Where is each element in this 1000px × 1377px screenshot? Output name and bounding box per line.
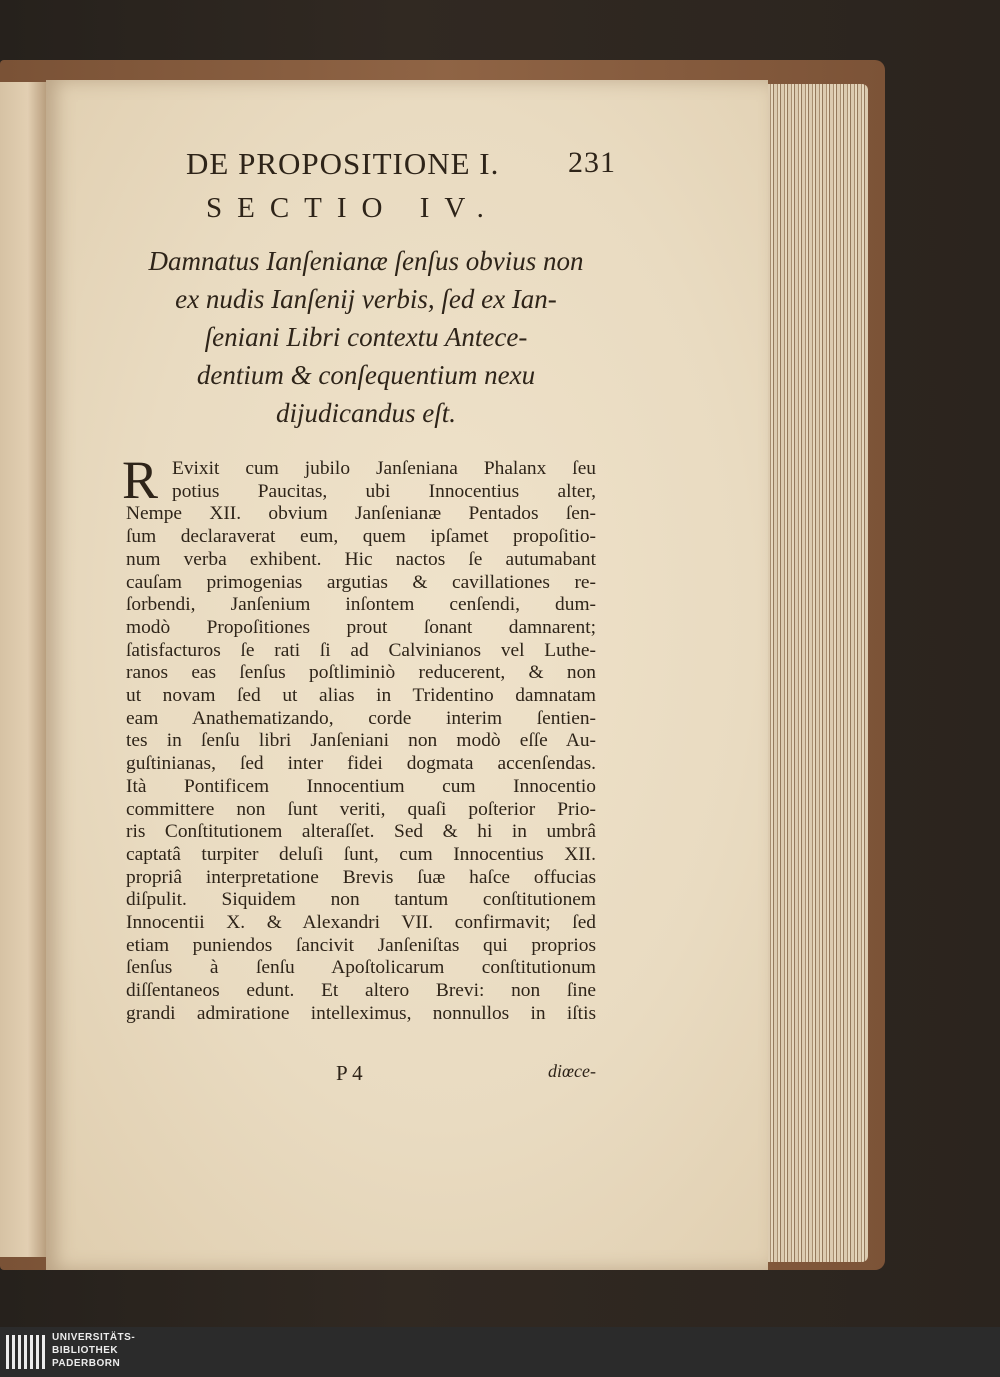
body-line: eam Anathematizando, corde interim ſentien- [126, 707, 596, 729]
page-number: 231 [568, 146, 616, 179]
library-footer [0, 1327, 1000, 1377]
body-line: Innocentii X. & Alexandri VII. confirmavit; ſed [126, 912, 596, 934]
body-line: ut novam ſed ut alias in Tridentino damnatam [126, 685, 596, 707]
page-block-edges [760, 84, 868, 1262]
body-line: captatâ turpiter deluſi ſunt, cum Innocentius XII. [126, 843, 596, 865]
body-line: Evixit cum jubilo Janſeniana Phalanx ſeu [172, 458, 596, 479]
body-line: potius Paucitas, ubi Innocentius alter, [172, 480, 596, 502]
body-line: etiam puniendos ſancivit Janſeniſtas qui proprios [126, 934, 596, 956]
body-line: ſorbendi, Janſenium inſontem cenſendi, dum- [126, 594, 596, 616]
body-line: ſum declaraverat eum, quem ipſamet propoſitio- [126, 526, 596, 548]
running-head [186, 146, 616, 182]
facing-page-edge [0, 82, 46, 1257]
body-line: guſtinianas, ſed inter fidei dogmata accenſendas. [126, 753, 596, 775]
catchword: diœce- [548, 1061, 596, 1081]
library-name [52, 1331, 135, 1370]
drop-cap: R [122, 450, 159, 510]
book-page [46, 80, 768, 1270]
body-line: ſenſus à ſenſu Apoſtolicarum conſtitutionum [126, 957, 596, 979]
library-name-line: BIBLIOTHEK [52, 1345, 119, 1356]
running-head-title: DE PROPOSITIONE I. [186, 146, 500, 181]
chapter-heading [86, 242, 646, 432]
body-line: modò Propoſitiones prout ſonant damnarent; [126, 616, 596, 638]
page-text [46, 80, 768, 1270]
heading-line: Damnatus Ianſenianæ ſenſus obvius non [148, 246, 584, 276]
signature-mark: P 4 [336, 1061, 363, 1085]
body-text [122, 450, 596, 1026]
body-line: diſſentaneos edunt. Et altero Brevi: non ſine [126, 980, 596, 1002]
page-foot [126, 1061, 596, 1087]
body-line: num verba exhibent. Hic nactos ſe autumabant [126, 548, 596, 570]
body-line: diſpulit. Siquidem non tantum conſtitutionem [126, 889, 596, 911]
body-line: cauſam primogenias argutias & cavillationes re- [126, 571, 596, 593]
heading-line: ſeniani Libri contextu Antece- [204, 322, 528, 352]
body-line: propriâ interpretatione Brevis ſuæ haſce offucias [126, 866, 596, 888]
library-name-line: UNIVERSITÄTS- [52, 1332, 136, 1343]
heading-line: dentium & conſequentium nexu [196, 360, 536, 390]
section-title: SECTIO IV. [206, 192, 499, 224]
body-line: ranos eas ſenſus poſtliminiò reducerent, & non [126, 662, 596, 684]
body-line: Nempe XII. obvium Janſenianæ Pentados ſen- [126, 503, 596, 525]
body-line: ris Conſtitutionem alteraſſet. Sed & hi in umbrâ [126, 821, 596, 843]
library-logo-icon [6, 1335, 46, 1369]
heading-line: ex nudis Ianſenij verbis, ſed ex Ian- [175, 284, 557, 314]
body-line: grandi admiratione intelleximus, nonnullos in iſtis [126, 1002, 596, 1024]
library-name-line: PADERBORN [52, 1358, 121, 1369]
body-line: Ità Pontificem Innocentium cum Innocentio [126, 775, 596, 797]
body-line: tes in ſenſu libri Janſeniani non modò eſſe Au- [126, 730, 596, 752]
body-line: committere non ſunt veriti, quaſi poſterior Prio- [126, 798, 596, 820]
body-line: ſatisfacturos ſe rati ſi ad Calvinianos vel Luthe- [126, 639, 596, 661]
heading-line: dijudicandus eſt. [276, 398, 456, 428]
